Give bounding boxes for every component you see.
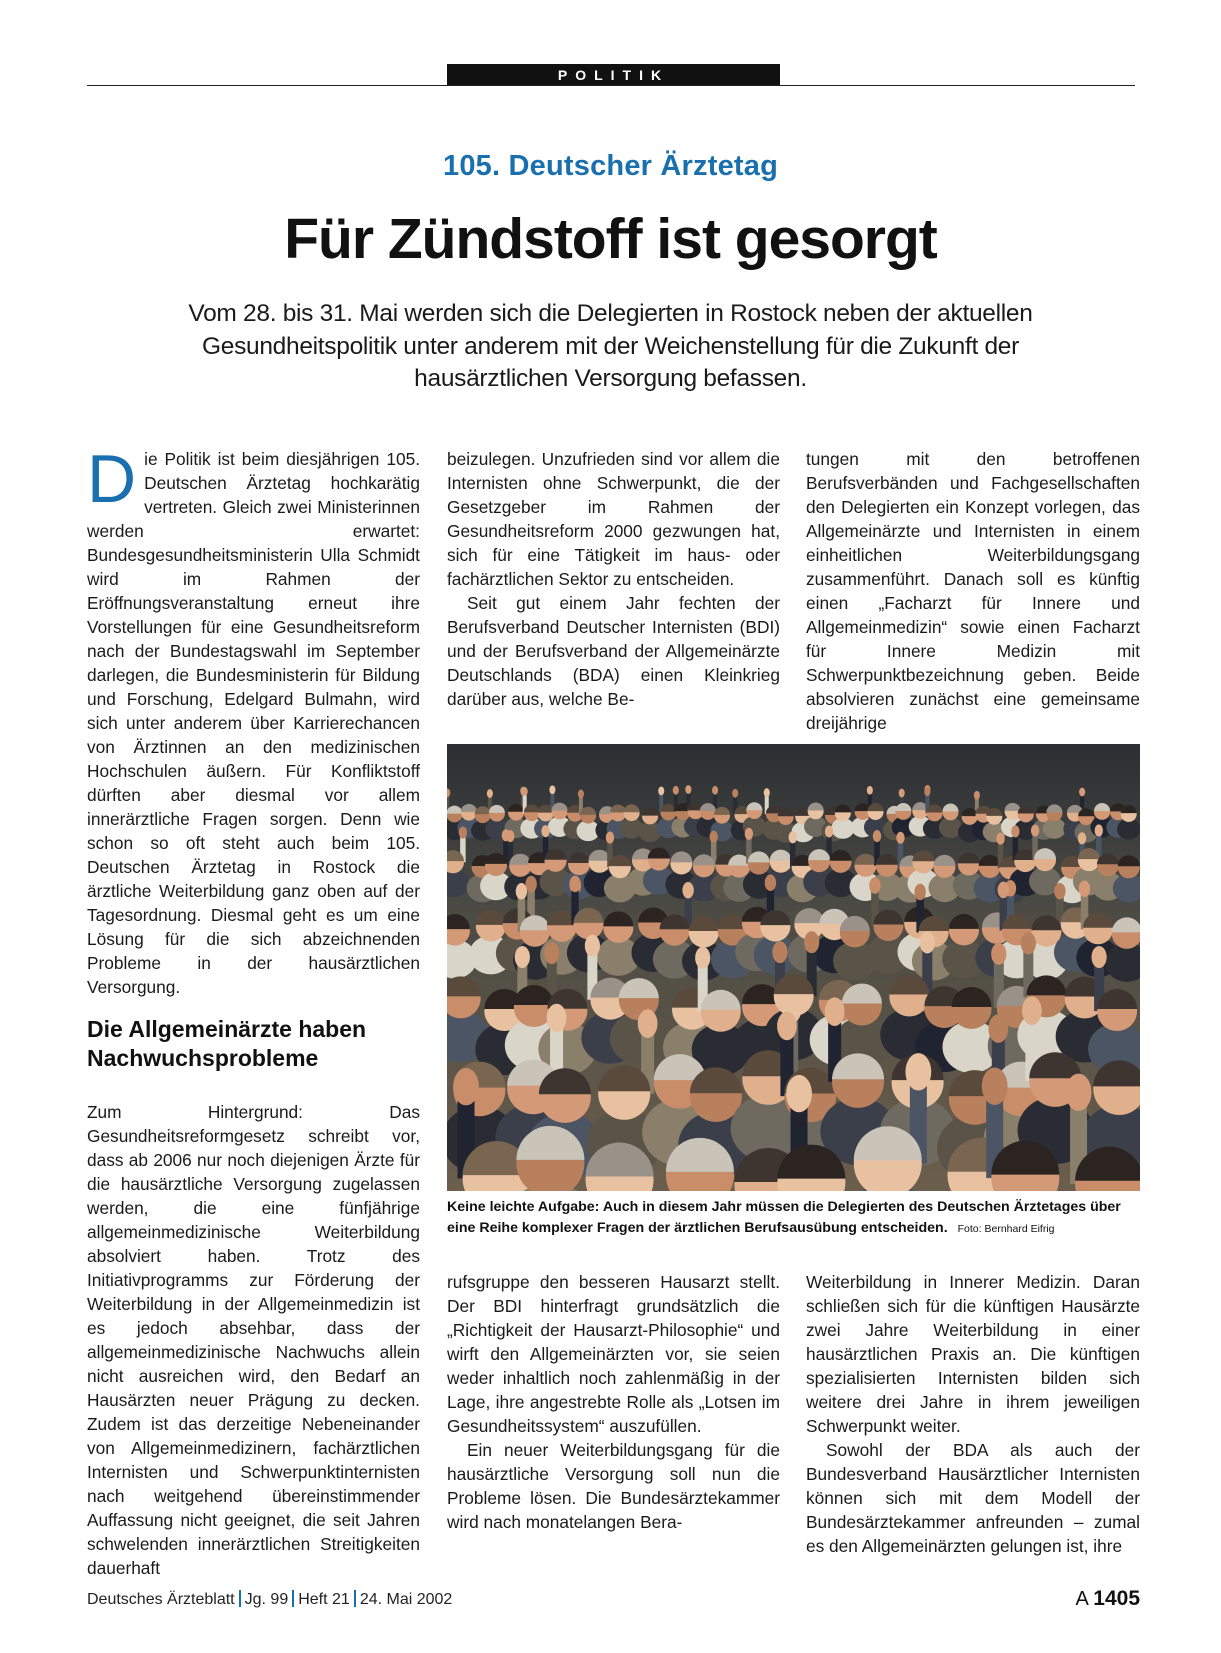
photo-caption (447, 1197, 1140, 1240)
crowd-photo-illustration (447, 744, 1140, 1191)
header-rule (87, 85, 1135, 86)
volume: Jg. 99 (244, 1591, 289, 1608)
section-label: POLITIK (447, 64, 780, 86)
paragraph: Weiterbildung in Innerer Medizin. Daran schließen sich für die künftigen Hausärzte zwei Jahre Weiterbildung in einer hausärztlichen Praxis an. Die künftigen spezialisierten Internisten bilden sich weitere drei Jahre in ihrem jeweiligen Schwerpunkt weiter. (806, 1272, 1140, 1436)
paragraph: beizulegen. Unzufrieden sind vor allem die Internisten ohne Schwerpunkt, die der Gesetzgeber im Rahmen der Gesundheitsreform 2000 gezwungen hat, sich für eine Tätigkeit im haus- oder fachärztlichen Sektor zu entscheiden. (447, 449, 780, 589)
article-headline: Für Zündstoff ist gesorgt (284, 207, 937, 271)
paragraph: Sowohl der BDA als auch der Bundesverband Hausärztlicher Internisten können sich mit dem Modell der Bundesärztekammer anfreunden – zumal es den Allgemeinärzten gelungen ist, ihre (806, 1440, 1140, 1556)
paragraph: rufsgruppe den besseren Hausarzt stellt. Der BDI hinterfragt grundsätzlich die „Richtigkeit der Hausarzt-Philosophie“ und wirft den Allgemeinärzten vor, sie seien weder inhaltlich noch zahlenmäßig in der Lage, ihre angestrebte Rolle als „Lotsen im Gesundheitssystem“ auszufüllen. (447, 1272, 780, 1436)
drop-cap: D (87, 441, 137, 517)
subheading: Die Allgemeinärzte haben Nachwuchsprobleme (87, 1016, 367, 1071)
delegates-photo (447, 744, 1140, 1191)
paragraph: Seit gut einem Jahr fechten der Berufsverband Deutscher Internisten (BDI) und der Berufsverband der Allgemeinärzte Deutschlands (BDA) einen Kleinkrieg darüber aus, welche Be- (447, 593, 780, 709)
paragraph: tungen mit den betroffenen Berufsverbänden und Fachgesellschaften den Delegierten ein Konzept vorlegen, das Allgemeinärzte und Internisten in einem einheitlichen Weiterbildungsgang zusammenführt. Danach soll es künftig einen „Facharzt für Innere und Allgemeinmedizin“ sowie einen Facharzt für Innere Medizin mit Schwerpunktbezeichnung geben. Beide absolvieren zunächst eine gemeinsame dreijährige (806, 449, 1140, 733)
column-2-bottom (447, 1270, 780, 1534)
paragraph: Ein neuer Weiterbildungsgang für die hausärztliche Versorgung soll nun die Probleme lösen. Die Bundesärztekammer wird nach monatelangen Bera- (447, 1440, 780, 1532)
paragraph: ie Politik ist beim diesjährigen 105. Deutschen Ärztetag hochkarätig vertreten. Gleich zwei Ministerinnen werden erwartet: Bundesgesundheitsministerin Ulla Schmidt wird im Rahmen der Eröffnungsveranstaltung erneut ihre Vorstellungen für eine Gesundheitsreform nach der Bundestagswahl im September darlegen, die Bundesministerin für Bildung und Forschung, Edelgard Bulmahn, wird sich unter anderem über Karrierechancen von Ärztinnen an den medizinischen Hochschulen äußern. Für Konfliktstoff dürften aber diesmal vor allem innerärztliche Fragen sorgen. Denn wie schon so oft steht auch beim 105. Deutschen Ärztetag in Rostock die ärztliche Weiterbildung ganz oben auf der Tagesordnung. Diesmal geht es um eine Lösung für die sich abzeichnenden Probleme in der hausärztlichen Versorgung. (87, 449, 420, 997)
column-2-top (447, 447, 780, 711)
footer (87, 1590, 452, 1609)
column-3-top (806, 447, 1140, 735)
caption-text: Keine leichte Aufgabe: Auch in diesem Jahr müssen die Delegierten des Deutschen Ärztetages über eine Reihe komplexer Fragen der ärztlichen Berufsausübung entscheiden. (447, 1199, 1121, 1236)
column-3-bottom (806, 1270, 1140, 1558)
article-kicker: 105. Deutscher Ärztetag (443, 150, 778, 182)
issue-date: 24. Mai 2002 (359, 1591, 453, 1608)
column-1-top (87, 441, 420, 999)
journal-name: Deutsches Ärzteblatt (87, 1591, 235, 1608)
paragraph: Zum Hintergrund: Das Gesundheitsreformgesetz schreibt vor, dass ab 2006 nur noch diejenigen Ärzte für die hausärztliche Versorgung zugelassen werden, die eine fünfjährige allgemeinmedizinische Weiterbildung absolviert haben. Trotz des Initiativprogramms zur Förderung der Weiterbildung in der Allgemeinmedizin ist es jedoch absehbar, dass der allgemeinmedizinische Nachwuchs allein nicht ausreichen wird, den Bedarf an Hausärzten neuer Prägung zu decken. Zudem ist das derzeitige Nebeneinander von Allgemeinmedizinern, fachärztlichen Internisten und Schwerpunktinternisten nach weitgehend übereinstimmender Auffassung nicht geeignet, die seit Jahren schwelenden innerärztlichen Streitigkeiten dauerhaft (87, 1102, 420, 1578)
column-1-bottom (87, 1100, 420, 1580)
page-number: A 1405 (1075, 1587, 1140, 1610)
photo-credit: Foto: Bernhard Eifrig (957, 1223, 1055, 1235)
issue: Heft 21 (298, 1591, 350, 1608)
article-subtitle: Vom 28. bis 31. Mai werden sich die Delegierten in Rostock neben der aktuellen Gesundheitspolitik unter anderem mit der Weichenstellung für die Zukunft der hausärztlichen Versorgung befassen. (188, 300, 1033, 392)
